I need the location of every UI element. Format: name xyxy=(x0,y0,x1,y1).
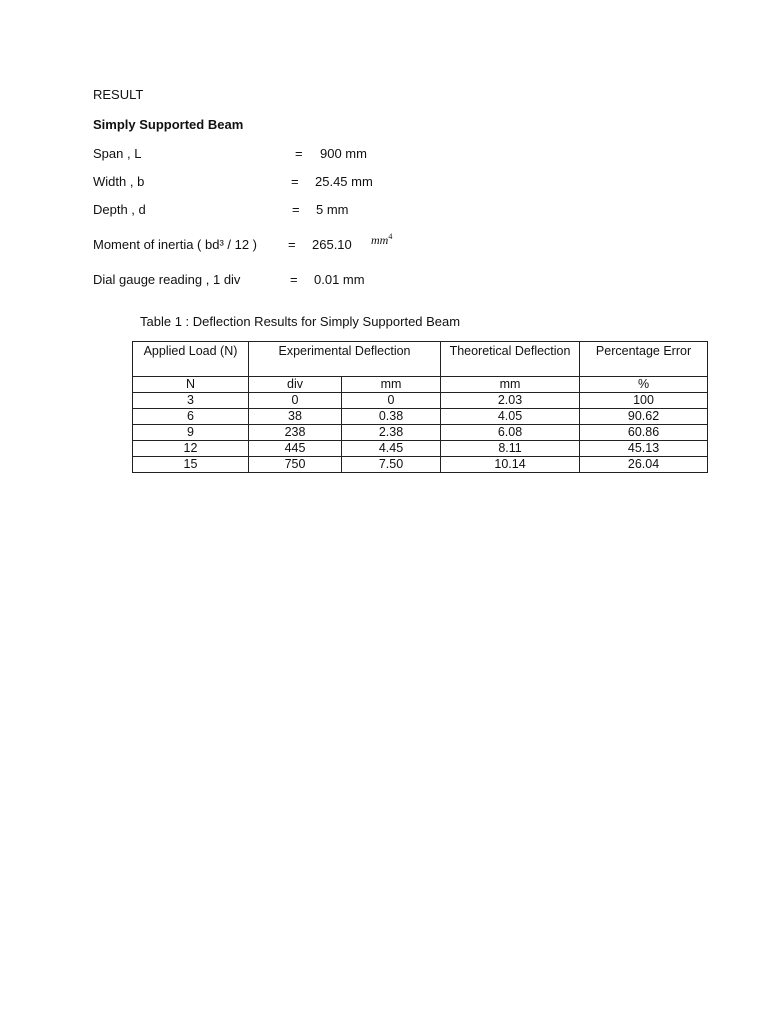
width-equals: = xyxy=(291,174,299,189)
result-heading: RESULT xyxy=(93,87,144,102)
depth-equals: = xyxy=(292,202,300,217)
depth-value: 5 mm xyxy=(316,202,349,217)
table-cell: 12 xyxy=(133,441,249,457)
table-row xyxy=(133,441,708,457)
table-cell: 8.11 xyxy=(441,441,580,457)
dial-gauge-equals: = xyxy=(290,272,298,287)
header-applied-load: Applied Load (N) xyxy=(133,342,249,377)
span-value: 900 mm xyxy=(320,146,367,161)
table-row xyxy=(133,457,708,473)
header-theoretical-deflection: Theoretical Deflection xyxy=(441,342,580,377)
table-cell: 238 xyxy=(249,425,342,441)
table-cell: 10.14 xyxy=(441,457,580,473)
table-cell: 4.05 xyxy=(441,409,580,425)
table-cell: 2.03 xyxy=(441,393,580,409)
depth-label: Depth , d xyxy=(93,202,146,217)
unit-cell: N xyxy=(133,377,249,393)
header-percentage-error: Percentage Error xyxy=(580,342,708,377)
table-cell: 26.04 xyxy=(580,457,708,473)
table-cell: 6 xyxy=(133,409,249,425)
table-cell: 750 xyxy=(249,457,342,473)
table-cell: 0.38 xyxy=(342,409,441,425)
table-cell: 15 xyxy=(133,457,249,473)
unit-cell: % xyxy=(580,377,708,393)
inertia-unit-base: mm xyxy=(371,233,389,247)
inertia-equals: = xyxy=(288,237,296,252)
table-cell: 9 xyxy=(133,425,249,441)
dial-gauge-value: 0.01 mm xyxy=(314,272,365,287)
inertia-value: 265.10 xyxy=(312,237,352,252)
table-cell: 90.62 xyxy=(580,409,708,425)
inertia-unit-exponent: 4 xyxy=(388,232,393,241)
beam-subheading: Simply Supported Beam xyxy=(93,117,244,132)
deflection-results-table xyxy=(132,341,708,473)
table-cell: 7.50 xyxy=(342,457,441,473)
unit-cell: mm xyxy=(342,377,441,393)
width-value: 25.45 mm xyxy=(315,174,373,189)
inertia-label: Moment of inertia ( bd³ / 12 ) xyxy=(93,237,258,252)
unit-cell: mm xyxy=(441,377,580,393)
table-caption: Table 1 : Deflection Results for Simply Supported Beam xyxy=(140,314,461,329)
unit-cell: div xyxy=(249,377,342,393)
width-label: Width , b xyxy=(93,174,145,189)
table-cell: 38 xyxy=(249,409,342,425)
inertia-unit xyxy=(371,232,392,248)
span-label: Span , L xyxy=(93,146,142,161)
table-units-row xyxy=(133,377,708,393)
table-cell: 45.13 xyxy=(580,441,708,457)
table-cell: 100 xyxy=(580,393,708,409)
table-cell: 2.38 xyxy=(342,425,441,441)
table-cell: 3 xyxy=(133,393,249,409)
table-row xyxy=(133,425,708,441)
table-header-row xyxy=(133,342,708,377)
table-row xyxy=(133,409,708,425)
table-cell: 445 xyxy=(249,441,342,457)
table-cell: 0 xyxy=(342,393,441,409)
table-row xyxy=(133,393,708,409)
header-experimental-deflection: Experimental Deflection xyxy=(249,342,441,377)
table-cell: 6.08 xyxy=(441,425,580,441)
table-cell: 60.86 xyxy=(580,425,708,441)
table-cell: 0 xyxy=(249,393,342,409)
dial-gauge-label: Dial gauge reading , 1 div xyxy=(93,272,241,287)
table-cell: 4.45 xyxy=(342,441,441,457)
span-equals: = xyxy=(295,146,303,161)
